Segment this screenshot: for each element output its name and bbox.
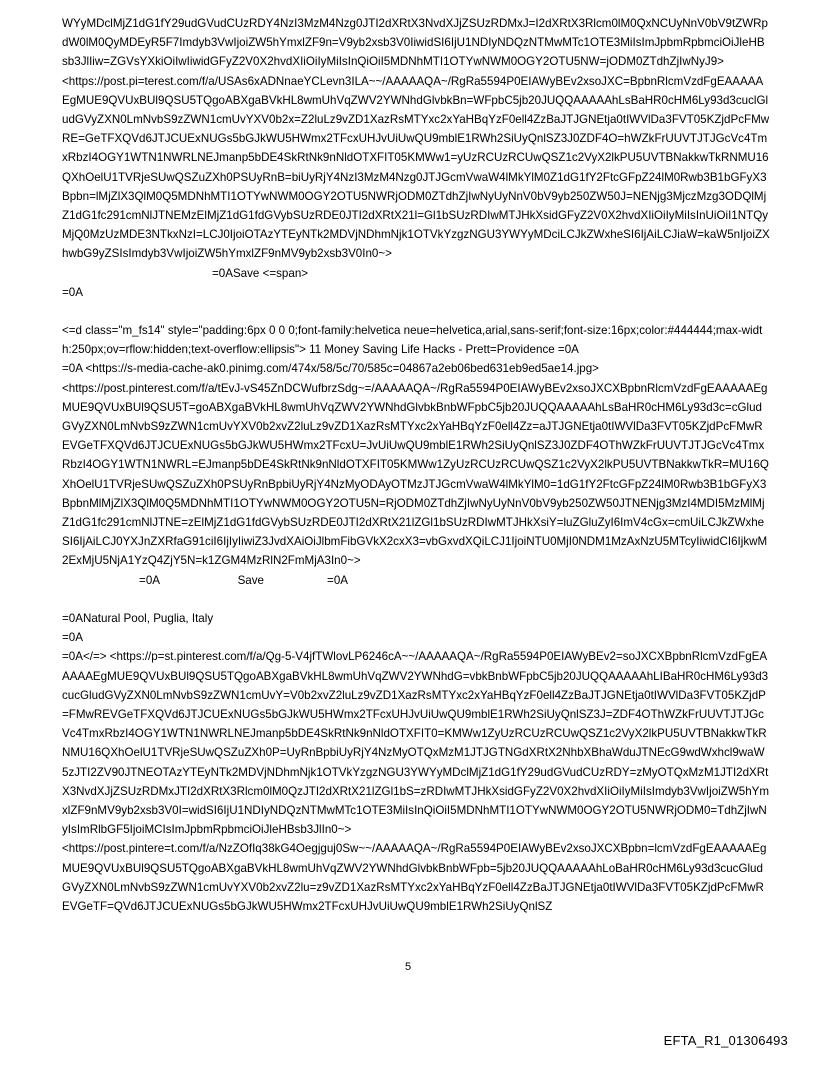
save-row (62, 571, 770, 590)
url-line: <https://post.pinterest.com/f/a/tEvJ-vS45ZnDCWufbrzSdg~=/AAAAAQA~/RgRa5594P0EIAWyBEv2xsoJXCXBpbnRlcmVzdFgEAAAAAEgMUE9QVUxBUl9QSU5T=goABXgaBVkHL8wmUhVqZWV2YWNhdGlvbkBnbWFpbC5jb20JUQQAAAAAhLsBaHR0cHM6Ly93d3c=cGludGVyZXN0LmNvbS9zZWN1cmUvYXV0b2xvZ2luLz9vZD1XazRsMTYxc2xYaHBqYzF0ell4Zz=aJTJGNEtja0tIWVlDa3FVT05KZjdPcFMwREVGeTFXQVd6JTJCUExNUGs5bGJkWU5HWmx2TFcxU=JvUiUwQU9mblE1RWh2SiUyQnlSZ3J0ZDF4OThWZkFrUUVTJTJGcVc4TmxRbzI4OGY1WTN1NWRL=EJmanp5bDE4SkRtNk9nNldOTXFIT05KMWw1ZyUzRCUzRCUwQSZ1c2VyX2lkPU5UVTBNakkwTkR=MU16QXhOelU1TVRjeSUwQSZuZXh0PSUyRnBpbiUyRjY4NzMyODAyOTMzJTJGcmVwaW4lMkYlM0=1dG1fY2FtcGFpZ24lM0Rwb3B1bGFyX3BpbnMlMjZlX3QlM0Q5MDNhMTI1OTYwNWM0OGY2OTU5N=RjODM0ZTdhZjIwNyUyNnV0bV9yb250ZW50JTNENjg3MzI4MDI5MzMlMjZ1dG1fc291cmNlJTNE=zElMjZ1dG1fdGVybSUzRDE0JTI2dXRtX21lZGl1bSUzRDIwMTJHkXsiY=luZGluZyI6ImV4cGx=cmUiLCJkZWxheSI6IjAiLCJ0YXJnZXRfaG91ciI6IjIyIiwiZ3JvdXAiOiJlbmFibGVkX2cxX3=vbGxvdXQiLCJ1IjoiNTU0MjI0NDM1MzAxNzU5MTcyIiwidCI6IjkwM2ExMjU5NjA1YzQ4ZjY5N=k1ZGM4MzRlN2FmMjA3In0~> (62, 381, 769, 568)
text-line: =0A (62, 285, 83, 299)
save-row-left: =0A (139, 573, 160, 587)
save-span-line: =0ASave <=span> (212, 266, 309, 280)
blank-line (62, 590, 770, 609)
url-line: <https://post.pintere=t.com/f/a/NzZOfIq38kG4Oegjguj0Sw~~/AAAAAQA~/RgRa5594P0EIAWyBEv2xsoJXCXBpbn=lcmVzdFgEAAAAAEgMUE9QVUxBUl9QSU5TQgoABXgaBVkHL8wmUhVqZWV2YWNhdGlvbkBnbWFpb=5jb20JUQQAAAAAhLoBaHR0cHM6Ly93d3cucGludGVyZXN0LmNvbS9zZWN1cmUvYXV0b2xvZ2lu=z9vZD1XazRsMTYxc2xYaHBqYzF0ell4ZzBaJTJGNEtja0tIWVlDa3FVT05KZjdPcFMwREVGeTF=QVd6JTJCUExNUGs5bGJkWU5HWmx2TFcxUHJvUiUwQU9mblE1RWh2SiUyQnlSZ (62, 842, 767, 913)
html-fragment-line: <=d class="m_fs14" style="padding:6px 0 0 0;font-family:helvetica neue=helvetica,arial,sans-serif;font-size:16px;color:#444444;max-width:250px;ov=rflow:hidden;text-overflow:ellipsis"> 11 Money Saving Life Hacks - Prett=Providence =0A (62, 324, 763, 357)
document-id: EFTA_R1_01306493 (663, 1033, 788, 1048)
page-number: 5 (404, 961, 412, 973)
image-url-line: =0A <https://s-media-cache-ak0.pinimg.com/474x/58/5c/70/585c=04867a2eb06bed631eb9ed5ae14.jpg> (62, 362, 599, 376)
caption-line: =0ANatural Pool, Puglia, Italy (62, 611, 214, 625)
save-row-right: =0A (327, 573, 348, 587)
email-body (62, 14, 770, 916)
url-line: =0A</=> <https://p=st.pinterest.com/f/a/Qg-5-V4jfTWlovLP6246cA~~/AAAAAQA~/RgRa5594P0EIAWyBEv2=soJXCXBpbnRlcmVzdFgEAAAAAEgMUE9QVUxBUl9QSU5TQgoABXgaBVkHL8wmUhVqZWV2YWNhdG=vbkBnbWFpbC5jb20JUQQAAAAAhLIBaHR0cHM6Ly93d3cucGludGVyZXN0LmNvbS9zZWN1cmUvY=V0b2xvZ2luLz9vZD1XazRsMTYxc2xYaHBqYzF0ell4ZzBaJTJGNEtja0tIWVlDa3FVT05KZjdP=FMwREVGeTFXQVd6JTJCUExNUGs5bGJkWU5HWmx2TFcxUHJvUiUwQU9mblE1RWh2SiUyQnlSZ3J=ZDF4OThWZkFrUUVTJTJGcVc4TmxRbzI4OGY1WTN1NWRLNEJmanp5bDE4SkRtNk9nNldOTXFIT0=KMWw1ZyUzRCUzRCUwQSZ1c2VyX2lkPU5UVTBNakkwTkRNMU16QXhOelU1TVRjeSUwQSZuZXh0P=UyRnBpbiUyRjY4NzMyOTQxMzM1JTJGTNGdXRtX2NhbXBhaWduJTNEcG9wdWxhcl9waW5zJTI2ZV90JTNEOTAzYTEyNTk2MDVjNDhmNjk1OTVkYzgzNGU3YWYyMDclMjZ1dG1fY29udGVudCUzRDY=zMyOTQxMzM1JTI2dXRtX3NvdXJjZSUzRDMxJTI2dXRtX3Rlcm0lM0QzJTI2dXRtX21lZGl1bS=zRDIwMTJHkXsidGFyZ2V0X2hvdXIiOiIyMiIsImdyb3VwIjoiZW5hYmxlZF9nMV9yb2xsb3V0I=widSI6IjU1NDIyNDQzNTMwMTc1OTE3MiIsInQiOiI5MDNhMTI1OTYwNWM0OGY2OTU5NWRjODM0=TdhZjIwNyIsImRlbGF5IjoiMCIsImJpbmRpbmciOiJleHBsb3JlIn0~> (62, 650, 770, 837)
save-label: Save (237, 573, 264, 587)
text-line: =0A (62, 631, 83, 645)
text-line: WYyMDclMjZ1dG1fY29udGVudCUzRDY4NzI3MzM4Nzg0JTI2dXRtX3NvdXJjZSUzRDMxJ=I2dXRtX3Rlcm0lM0QxNCUyNnV0bV9tZWRpdW0lM0QyMDEyR5F7Imdyb3VwIjoiZW5hYmxlZF9n=V9yb2xsb3V0IiwidSI6IjU1NDIyNDQzNTMwMTc1OTE3MiIsImJpbmRpbmciOiJleHBsb3JlIiw=ZGVsYXkiOiIwIiwidGFyZ2V0X2hvdXIiOiIyMiIsInQiOiI5MDNhMTI1OTYwNWM0OGY2OTU5NW=jODM0ZTdhZjIwNyJ9> (62, 17, 769, 69)
blank-line (62, 302, 770, 321)
url-line: <https://post.pi=terest.com/f/a/USAs6xADNnaeYCLevn3ILA~~/AAAAAQA~/RgRa5594P0EIAWyBEv2xsoJXC=BpbnRlcmVzdFgEAAAAAEgMUE9QVUxBUl9QSU5TQgoABXgaBVkHL8wmUhVqZWV2YWNhdGlvbkBn=WFpbC5jb20JUQQAAAAAhLsBaHR0cHM6Ly93d3cuclGludGVyZXN0LmNvbS9zZWN1cmUvYXV0b2x=Z2luLz9vZD1XazRsMTYxc2xYaHBqYzF0ell4ZzBaJTJGNEtja0tIWVlDa3FVT05KZjdPcFMwRE=GeTFXQVd6JTJCUExNUGs5bGJkWU5HWmx2TFcxUHJvUiUwQU9mblE1RWh2SiUyQnlSZ3J0ZDF4O=hWZkFrUUVTJTJGcVc4TmxRbzI4OGY1WTN1NWRLNEJmanp5bDE4SkRtNk9nNldOTXFIT05KMWw1=yUzRCUzRCUwQSZ1c2VyX2lkPU5UVTBNakkwTkRNMU16QXhOelU1TVRjeSUwQSZuZXh0PSUyRnB=biUyRjY4NzI3MzM4Nzg0JTJGcmVwaW4lMkYlM0Z1dG1fY2FtcGFpZ24lM0Rwb3B1bGFyX3Bpbn=lMjZlX3QlM0Q5MDNhMTI1OTYwNWM0OGY2OTU5NWRjODM0ZTdhZjIwNyUyNnV0bV9yb250ZW50J=NENjg3MjczMzg3ODQlMjZ1dG1fc291cmNlJTNEMzElMjZ1dG1fdGVybSUzRDE0JTI2dXRtX21l=Gl1bSUzRDIwMTJHkXsidGFyZ2V0X2hvdXIiOiIyMiIsInUiOiI1NTQyMjQ0MzUzMDE3NTkxNzI=LCJ0IjoiOTAzYTEyNTk2MDVjNDhmNjk1OTVkYzgzNGU3YWYyMDciLCJkZWxheSI6IjAiLCJiaW=kaW5nIjoiZXhwbG9yZSIsImdyb3VwIjoiZW5hYmxlZF9nMV9yb2xsb3V0In0~> (62, 74, 770, 261)
